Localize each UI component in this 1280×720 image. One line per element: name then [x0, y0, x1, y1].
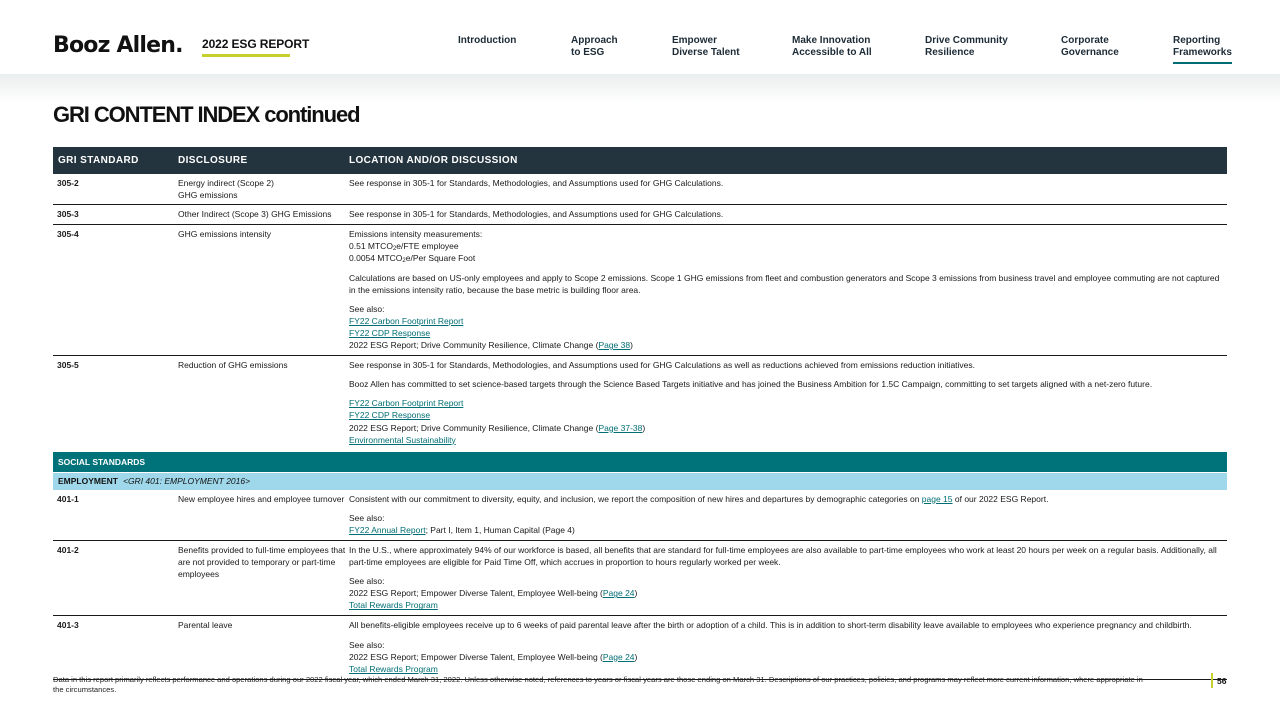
disclosure: Energy indirect (Scope 2) GHG emissions — [178, 178, 274, 201]
discussion: See response in 305-1 for Standards, Methodologies, and Assumptions used for GHG Calculations as well as reductions achieved from emissions reduction initiatives. Booz Allen has committed to set science-based targets through the Science Based Targets initiative and has joined the Business Ambition for 1.5C Campaign, committing to set targets aligned with a net-zero future. FY22 Carbon Footprint Report FY22 CDP Response 2022 ESG Report; Drive Community Resilience, Climate Change (Page 37-38) Environmental Sustainability — [349, 360, 1153, 445]
standard-code: 401-2 — [57, 544, 79, 555]
link-fy22-cdp-response[interactable]: FY22 CDP Response — [349, 327, 431, 338]
report-label[interactable]: 2022 ESG REPORT — [202, 37, 310, 51]
link-total-rewards-program[interactable]: Total Rewards Program — [349, 600, 438, 611]
discussion: In the U.S., where approximately 94% of our workforce is based, all benefits that are standard for full-time employees are also available to part-time employees who work at least 20 hours per week on a regular basis. Additionally, all part-time employees are eligible for Paid Time Off, which accrues in proportion to hours regularly worked per week. See also: 2022 ESG Report; Empower Diverse Talent, Employee Well-being (Page 24) Total Rewards Program — [349, 544, 1217, 611]
discussion: See response in 305-1 for Standards, Methodologies, and Assumptions used for GHG Calculations. — [349, 178, 724, 188]
report-label-underline — [202, 54, 290, 57]
link-fy22-carbon-footprint-report[interactable]: FY22 Carbon Footprint Report — [349, 315, 464, 326]
standard-code: 305-3 — [57, 209, 79, 220]
disclosure: Parental leave — [178, 620, 233, 631]
nav-corporate-governance[interactable]: Corporate Governance — [1061, 35, 1119, 58]
page-title: GRI CONTENT INDEX continued — [53, 102, 360, 127]
table-row-401-2 — [53, 541, 1227, 616]
link-page-38[interactable]: Page 38 — [598, 340, 631, 351]
standard-code: 305-5 — [57, 360, 79, 371]
col-header-disclosure: DISCLOSURE — [178, 155, 248, 166]
standard-code: 401-3 — [57, 620, 79, 631]
link-page-24[interactable]: Page 24 — [602, 651, 635, 662]
standard-code: 305-4 — [57, 229, 79, 240]
page-number-accent — [1211, 673, 1213, 688]
discussion: Consistent with our commitment to diversity, equity, and inclusion, we report the composition of new hires and departures by demographic categories on page 15 of our 2022 ESG Report. See also: FY22 Annual Report; Part I, Item 1, Human Capital (Page 4) — [349, 493, 1049, 535]
gri-content-table — [53, 147, 1227, 680]
footer-note: Data in this report primarily reflects performance and operations during our 2022 fiscal year, which ended March 31, 2022. Unless otherwise noted, references to years or fiscal years are those ending on March 31. Descriptions of our practices, policies, and programs may reflect more current information, where appropriate in the circumstances. — [53, 675, 1143, 695]
col-header-location: LOCATION AND/OR DISCUSSION — [349, 155, 518, 166]
link-page-37-38[interactable]: Page 37-38 — [598, 422, 643, 433]
disclosure: Other Indirect (Scope 3) GHG Emissions — [178, 209, 332, 220]
page-number: 56 — [1217, 676, 1227, 686]
discussion: All benefits-eligible employees receive up to 6 weeks of paid parental leave after the birth or adoption of a child. This is in addition to short-term disability leave available to employees who experience pregnancy and childbirth. See also: 2022 ESG Report; Empower Diverse Talent, Employee Well-being (Page 24) Total Rewards Program — [349, 620, 1192, 674]
nav-make-innovation-accessible[interactable]: Make Innovation Accessible to All — [792, 35, 872, 58]
disclosure: Reduction of GHG emissions — [178, 360, 288, 371]
disclosure: GHG emissions intensity — [178, 229, 272, 240]
intensity-per-sqft: 0.0054 $MTCO_2e$/Per Square Foot — [349, 253, 476, 265]
nav-drive-community-resilience[interactable]: Drive Community Resilience — [925, 35, 1008, 58]
table-row-401-1 — [53, 490, 1227, 541]
intensity-per-fte: 0.51 $MTCO_2e$/FTE employee — [349, 241, 459, 253]
col-header-gri-standard: GRI STANDARD — [58, 155, 139, 166]
table-row-305-4 — [53, 225, 1227, 356]
subsection-band-employment: EMPLOYMENT <GRI 401: EMPLOYMENT 2016> — [53, 473, 1227, 490]
standard-code: 305-2 — [57, 178, 79, 188]
link-fy22-cdp-response[interactable]: FY22 CDP Response — [349, 410, 431, 421]
link-fy22-carbon-footprint-report[interactable]: FY22 Carbon Footprint Report — [349, 398, 464, 409]
disclosure: New employee hires and employee turnover — [178, 493, 345, 504]
nav-approach-to-esg[interactable]: Approach to ESG — [571, 35, 618, 58]
link-fy22-annual-report[interactable]: FY22 Annual Report — [349, 524, 426, 535]
discussion: See response in 305-1 for Standards, Methodologies, and Assumptions used for GHG Calculations. — [349, 209, 724, 220]
booz-allen-logo[interactable]: Booz Allen. — [53, 33, 183, 58]
link-page-15[interactable]: page 15 — [921, 493, 953, 504]
link-environmental-sustainability[interactable]: Environmental Sustainability — [349, 434, 456, 445]
table-header — [53, 147, 1227, 174]
link-page-24[interactable]: Page 24 — [602, 588, 635, 599]
standard-code: 401-1 — [57, 493, 79, 504]
table-row-305-2 — [53, 174, 1227, 205]
discussion: Emissions intensity measurements: 0.51 $MTCO_2e$/FTE employee 0.0054 $MTCO_2e$/Per Square Foot Calculations are based on US-only employees and apply to Scope 2 emissions. Scope 1 GHG emissions from fleet and combustion generators and Scope 3 emissions from business travel and employee commuting are not captured in the emissions intensity ratio, because the base metric is building floor area. See also: FY22 Carbon Footprint Report FY22 CDP Response 2022 ESG Report; Drive Community Resilience, Climate Change (Page 38) — [349, 225, 1227, 355]
section-band-social-standards: SOCIAL STANDARDS — [53, 452, 1227, 472]
nav-empower-diverse-talent[interactable]: Empower Diverse Talent — [672, 35, 740, 58]
link-total-rewards-program[interactable]: Total Rewards Program — [349, 663, 438, 674]
disclosure: Benefits provided to full-time employees that are not provided to temporary or part-time employees — [178, 544, 346, 580]
nav-introduction[interactable]: Introduction — [458, 35, 517, 46]
table-row-305-3 — [53, 205, 1227, 225]
table-row-401-3 — [53, 616, 1227, 679]
header-shade — [0, 74, 1280, 104]
nav-reporting-frameworks[interactable]: Reporting Frameworks — [1173, 35, 1232, 64]
table-row-305-5 — [53, 356, 1227, 450]
